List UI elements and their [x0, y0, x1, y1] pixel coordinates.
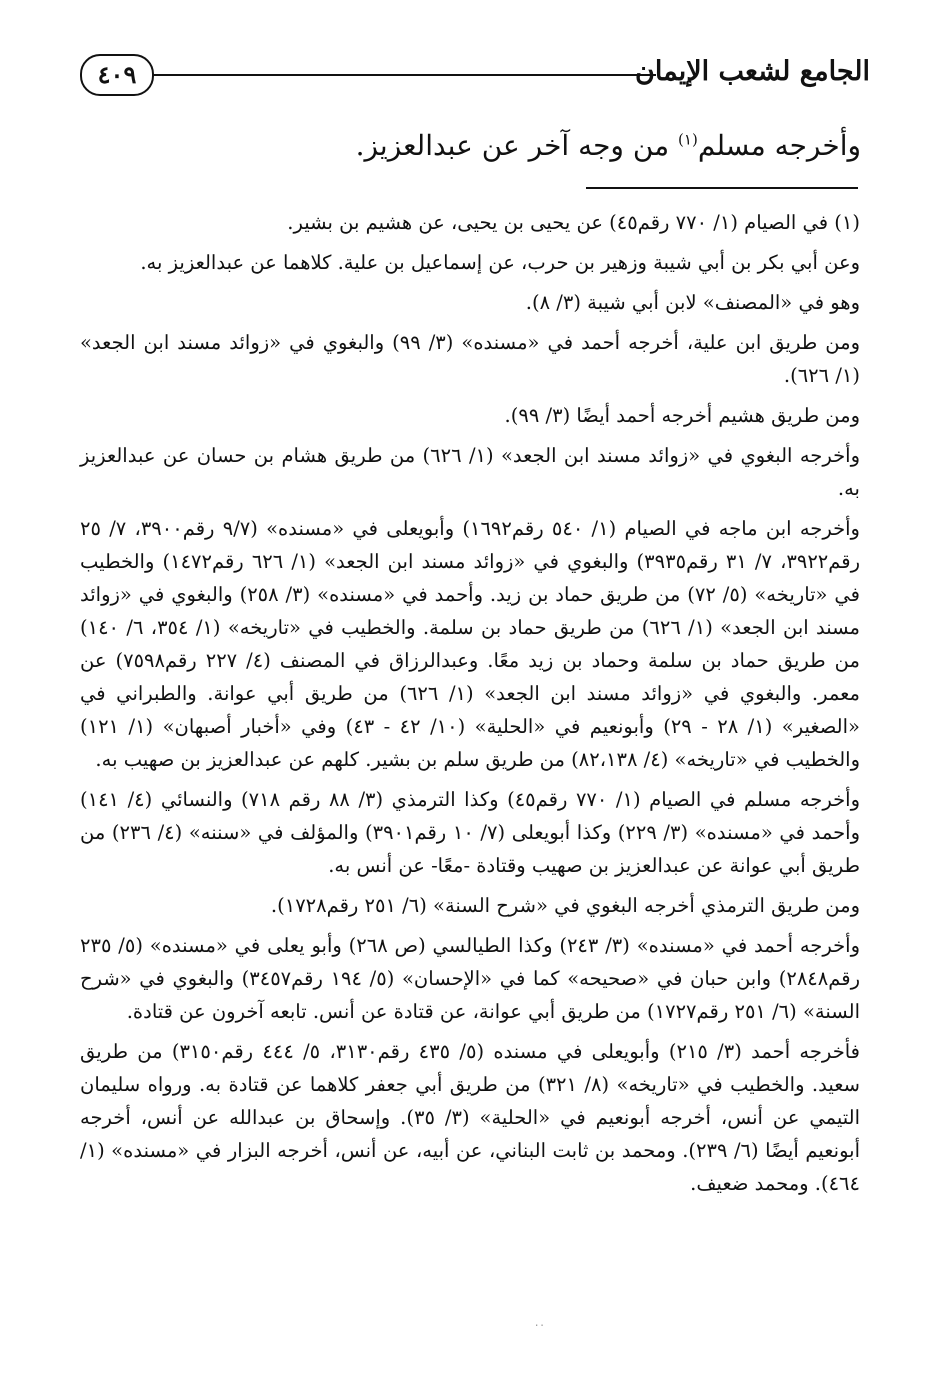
footnote-paragraph: وأخرجه أحمد في «مسنده» (٣/ ٢٤٣) وكذا الطيالسي (ص ٢٦٨) وأبو يعلى في «مسنده» (٥/ ٢٣٥ رقم٢٨٤٨) وابن حبان في «صحيحه» كما في «الإحسان» (٥/ ١٩٤ رقم٣٤٥٧) والبغوي في «شرح السنة» (٦/ ٢٥١ رقم١٧٢٧) من طريق أبي عوانة، عن قتادة عن أنس. تابعه آخرون عن قتادة.: [80, 934, 860, 1023]
footnote-paragraph: وأخرجه البغوي في «زوائد مسند ابن الجعد» (١/ ٦٢٦) من طريق هشام بن حسان عن عبدالعزيز به.: [80, 444, 860, 500]
header-divider: [152, 74, 656, 76]
main-text-before: وأخرجه مسلم: [697, 129, 861, 162]
footnote-paragraph: ومن طريق ابن علية، أخرجه أحمد في «مسنده» (٣/ ٩٩) والبغوي في «زوائد مسند ابن الجعد» (١/ ٦٢٦).: [80, 331, 860, 387]
main-text: [161, 122, 861, 170]
footnote-separator: [586, 187, 858, 189]
bottom-mark: ٠٠: [534, 1320, 545, 1331]
footnote-marker: (١): [678, 130, 698, 149]
footnote-paragraph: وأخرجه ابن ماجه في الصيام (١/ ٥٤٠ رقم١٦٩٢) وأبويعلى في «مسنده» (٩/٧ رقم٣٩٠٠، ٧/ ٢٥ رقم٣٩٢٢، ٧/ ٣١ رقم٣٩٣٥) والبغوي في «زوائد مسند ابن الجعد» (١/ ٦٢٦ رقم١٤٧٢) والخطيب في «تاريخه» (٥/ ٧٢) من طريق حماد بن زيد. وأحمد في «مسنده» (٣/ ٢٥٨) والبغوي في «زوائد مسند ابن الجعد» (١/ ٦٢٦) من طريق حماد بن سلمة. والخطيب في «تاريخه» (١/ ٣٥٤، ٦/ ١٤٠) من طريق حماد بن سلمة وحماد بن زيد معًا. وعبدالرزاق في المصنف (٤/ ٢٢٧ رقم٧٥٩٨) عن معمر. والبغوي في «زوائد مسند ابن الجعد» (١/ ٦٢٦) من طريق أبي عوانة. والطبراني في «الصغير» (١/ ٢٨ - ٢٩) وأبونعيم في «الحلية» (١٠/ ٤٢ - ٤٣) وفي «أخبار أصبهان» (١/ ١٢١) والخطيب في «تاريخه» (٤/ ٨٢،١٣٨) من طريق سلم بن بشير. كلهم عن عبدالعزيز بن صهيب به.: [80, 517, 860, 771]
page-number: ٤٠٩: [80, 54, 154, 96]
page-header: [80, 50, 870, 102]
main-text-after: من وجه آخر عن عبدالعزيز.: [355, 129, 679, 162]
footnote-paragraph: (١) في الصيام (١/ ٧٧٠ رقم٤٥) عن يحيى بن يحيى، عن هشيم بن بشير.: [287, 211, 860, 234]
footnotes: [80, 206, 860, 1200]
footnote-paragraph: وأخرجه مسلم في الصيام (١/ ٧٧٠ رقم٤٥) وكذا الترمذي (٣/ ٨٨ رقم ٧١٨) والنسائي (٤/ ١٤١) وأحمد في «مسنده» (٣/ ٢٢٩) وكذا أبويعلى (٧/ ١٠ رقم٣٩٠١) والمؤلف في «سننه» (٤/ ٢٣٦) من طريق أبي عوانة عن عبدالعزيز بن صهيب وقتادة -معًا- عن أنس به.: [80, 788, 860, 877]
running-title: الجامع لشعب الإيمان: [635, 56, 870, 87]
footnote-paragraph: ومن طريق الترمذي أخرجه البغوي في «شرح السنة» (٦/ ٢٥١ رقم١٧٢٨).: [270, 894, 860, 917]
footnote-paragraph: وعن أبي بكر بن أبي شيبة وزهير بن حرب، عن إسماعيل بن علية. كلاهما عن عبدالعزيز به.: [140, 251, 860, 274]
footnote-paragraph: ومن طريق هشيم أخرجه أحمد أيضًا (٣/ ٩٩).: [504, 404, 860, 427]
footnote-paragraph: وهو في «المصنف» لابن أبي شيبة (٣/ ٨).: [525, 291, 860, 314]
footnote-paragraph: فأخرجه أحمد (٣/ ٢١٥) وأبويعلى في مسنده (٥/ ٤٣٥ رقم٣١٣٠، ٥/ ٤٤٤ رقم٣١٥٠) من طريق سعيد. والخطيب في «تاريخه» (٨/ ٣٢١) من طريق أبي جعفر كلاهما عن قتادة به. ورواه سليمان التيمي عن أنس، أخرجه أبونعيم في «الحلية» (٣/ ٣٥). وإسحاق بن عبدالله عن أنس، أخرجه أبونعيم أيضًا (٦/ ٢٣٩). ومحمد بن ثابت البناني، عن أبيه، عن أنس، أخرجه البزار في «مسنده» (١/ ٤٦٤). ومحمد ضعيف.: [80, 1040, 861, 1195]
